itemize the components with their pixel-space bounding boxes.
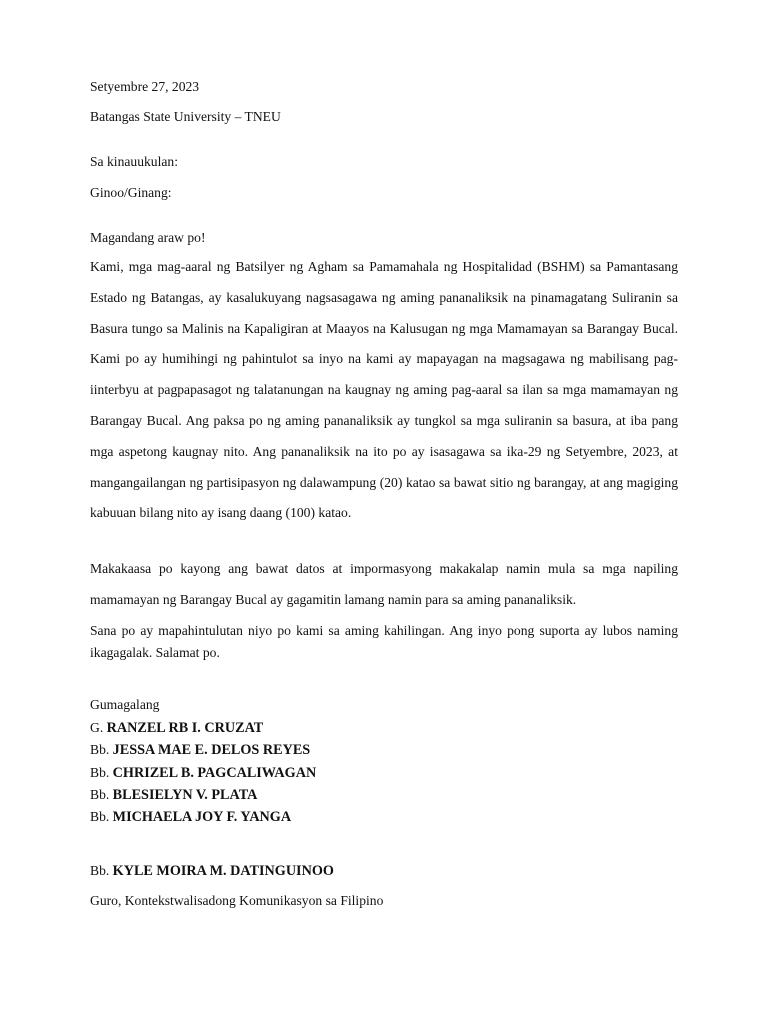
signatory-title: Bb. (90, 809, 110, 824)
signatory-line (90, 742, 310, 758)
adviser-title: Bb. (90, 863, 110, 878)
signatory-name: RANZEL RB I. CRUZAT (106, 720, 264, 736)
adviser-name: KYLE MOIRA M. DATINGUINOO (112, 863, 334, 879)
signatory-name: MICHAELA JOY F. YANGA (112, 809, 292, 825)
signatory-name: BLESIELYN V. PLATA (112, 787, 258, 803)
signatory-title: Bb. (90, 742, 110, 757)
greeting-line: Magandang araw po! (90, 230, 206, 245)
body-paragraph-request: Kami, mga mag-aaral ng Batsilyer ng Agham sa Pamamahala ng Hospitalidad (BSHM) sa Pamantasang Estado ng Batangas, ay kasalukuyang nagsasagawa ng aming pananaliksik na pinamagatang Suliranin sa Basura tungo sa Malinis na Kapaligiran at Maayos na Kalusugan ng mga Mamamayan sa Barangay Bucal. Kami po ay humihingi ng pahintulot sa inyo na kami ay mapayagan na magsagawa ng mabilisang pag-iinterbyu at pagpapasagot ng talatanungan na kaugnay ng aming pag-aaral sa ilan sa mga mamamayan ng Barangay Bucal. Ang paksa po ng aming pananaliksik ay tungkol sa mga suliranin sa basura, at iba pang mga aspetong kaugnay nito. Ang pananaliksik na ito po ay isasagawa sa ika-29 ng Setyembre, 2023, at mangangailangan ng partisipasyon ng dalawampung (20) katao sa bawat sitio ng barangay, at ang magiging kabuuan bilang nito ay isang daang (100) katao. (90, 259, 678, 521)
closing-line: Gumagalang (90, 697, 160, 712)
adviser-role: Guro, Kontekstwalisadong Komunikasyon sa Filipino (90, 893, 384, 908)
signatory-line (90, 809, 291, 825)
salutation-title-line: Ginoo/Ginang: (90, 185, 172, 200)
body-paragraph-closing: Sana po ay mapahintulutan niyo po kami sa aming kahilingan. Ang inyo pong suporta ay lubos naming ikagagalak. Salamat po. (90, 623, 678, 660)
signatory-title: Bb. (90, 765, 110, 780)
signatory-name: JESSA MAE E. DELOS REYES (112, 742, 311, 758)
adviser-line (90, 863, 334, 879)
body-paragraph-assurance: Makakaasa po kayong ang bawat datos at impormasyong makakalap namin mula sa mga napiling mamamayan ng Barangay Bucal ay gagamitin lamang namin para sa aming pananaliksik. (90, 561, 678, 607)
institution-line: Batangas State University – TNEU (90, 109, 281, 124)
signatory-line (90, 787, 257, 803)
letter-date: Setyembre 27, 2023 (90, 79, 200, 94)
signatory-title: G. (90, 720, 104, 735)
signatory-title: Bb. (90, 787, 110, 802)
signatory-name: CHRIZEL B. PAGCALIWAGAN (112, 765, 317, 781)
signatory-line (90, 765, 316, 781)
signatory-line (90, 720, 263, 736)
salutation-line: Sa kinauukulan: (90, 154, 178, 169)
